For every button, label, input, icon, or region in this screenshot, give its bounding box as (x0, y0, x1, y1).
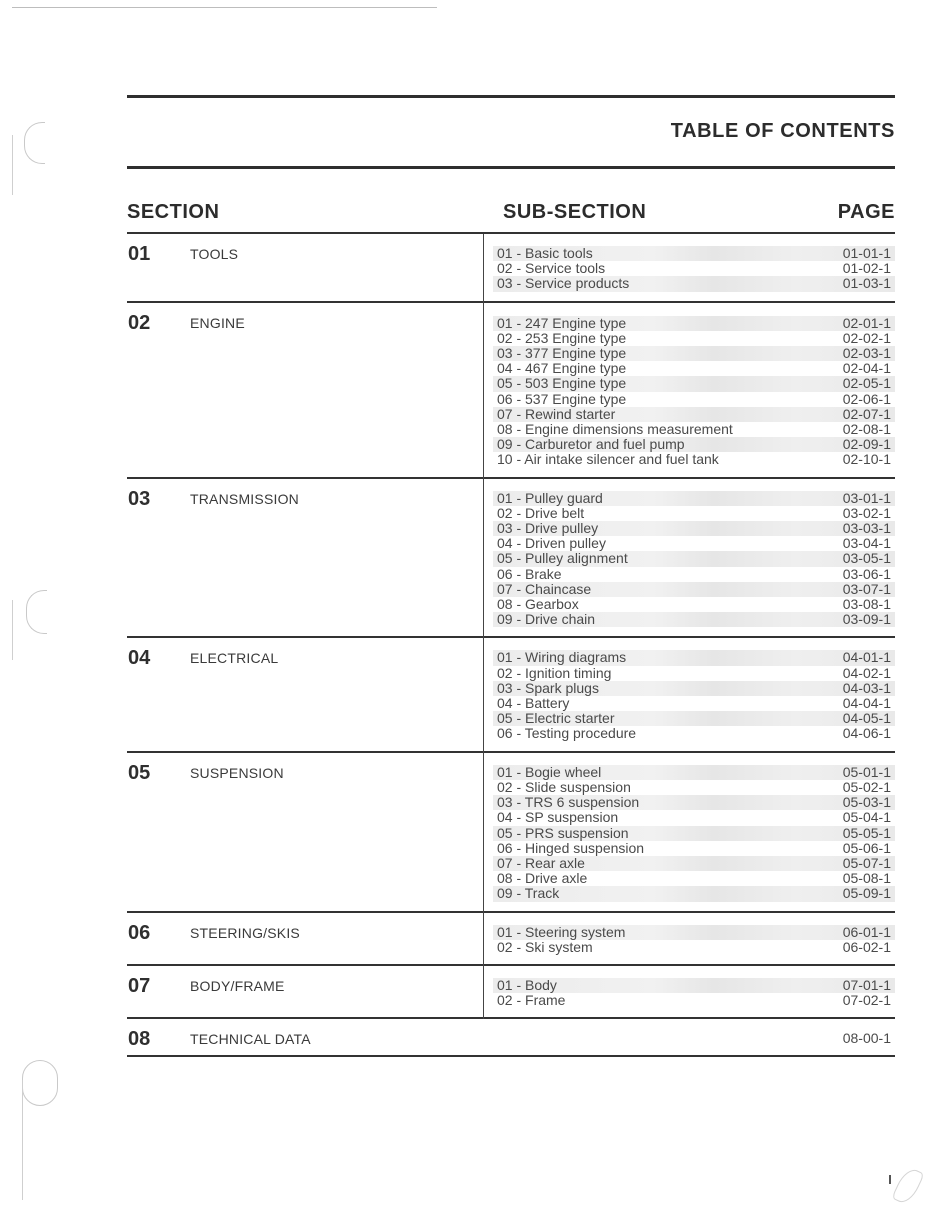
header-rule-top (127, 95, 895, 98)
column-divider (483, 234, 484, 303)
subsection-page: 07-01-1 (842, 976, 891, 993)
header-rule-bottom (127, 166, 895, 169)
subsection-list (497, 753, 895, 911)
binder-hole-mark-middle (26, 590, 47, 634)
section-name[interactable]: ELECTRICAL (190, 650, 279, 667)
section-number: 07 (128, 974, 151, 997)
subsection-page: 05-01-1 (842, 763, 891, 780)
section-number: 06 (128, 921, 151, 944)
subsection-item[interactable] (493, 331, 895, 346)
subsection-page: 06-02-1 (842, 938, 891, 955)
subsection-label: 04 - Battery (497, 695, 570, 712)
subsection-list (497, 303, 895, 477)
subsection-item[interactable] (493, 925, 895, 940)
subsection-page: 02-04-1 (842, 360, 891, 377)
subsection-label: 02 - Frame (497, 992, 566, 1009)
section-name[interactable]: BODY/FRAME (190, 977, 285, 994)
subsection-label: 04 - Driven pulley (497, 535, 606, 552)
subsection-item[interactable] (493, 726, 895, 741)
section-row-technical-data (127, 1019, 895, 1057)
subsection-page: 05-09-1 (842, 885, 891, 902)
subsection-item[interactable] (493, 422, 895, 437)
subsection-label: 09 - Track (497, 885, 560, 902)
subsection-item[interactable] (493, 491, 895, 506)
section-row-tools (127, 234, 895, 303)
subsection-page: 04-02-1 (842, 664, 891, 681)
section-name[interactable]: SUSPENSION (190, 764, 284, 781)
subsection-page: 04-03-1 (842, 679, 891, 696)
binder-hole-mark-bottom (22, 1060, 58, 1106)
subsection-page: 07-02-1 (842, 992, 891, 1009)
subsection-page: 02-06-1 (842, 390, 891, 407)
subsection-label: 08 - Engine dimensions measurement (497, 421, 733, 438)
section-row-transmission (127, 479, 895, 639)
subsection-item[interactable] (493, 795, 895, 810)
subsection-item[interactable] (493, 871, 895, 886)
section-name[interactable]: TRANSMISSION (190, 490, 299, 507)
subsection-label: 03 - Drive pulley (497, 520, 599, 537)
subsection-label: 01 - Wiring diagrams (497, 649, 627, 666)
section-number: 03 (128, 487, 151, 510)
section-row-engine (127, 303, 895, 479)
subsection-page: 01-01-1 (842, 245, 891, 261)
subsection-page: 01-03-1 (842, 275, 891, 292)
subsection-item[interactable] (493, 780, 895, 795)
subsection-item[interactable] (493, 506, 895, 521)
section-number: 08 (128, 1028, 151, 1051)
subsection-page: 02-10-1 (842, 451, 891, 468)
subsection-item[interactable] (493, 437, 895, 452)
subsection-label: 02 - Slide suspension (497, 778, 631, 795)
subsection-label: 05 - Pulley alignment (497, 550, 628, 567)
section-number: 04 (128, 647, 151, 670)
subsection-label: 10 - Air intake silencer and fuel tank (497, 451, 719, 468)
subsection-label: 07 - Chaincase (497, 580, 592, 597)
subsection-item[interactable] (493, 650, 895, 665)
subsection-page: 02-01-1 (842, 314, 891, 331)
subsection-page: 03-09-1 (842, 611, 891, 628)
binder-hole-mark-top (24, 122, 45, 164)
subsection-page: 02-09-1 (842, 436, 891, 453)
subsection-label: 05 - Electric starter (497, 710, 615, 727)
subsection-page: 06-01-1 (842, 923, 891, 940)
subsection-item[interactable] (493, 536, 895, 551)
subsection-label: 03 - Service products (497, 275, 630, 292)
subsection-label: 05 - 503 Engine type (497, 375, 627, 392)
column-divider (483, 913, 484, 966)
subsection-label: 02 - 253 Engine type (497, 329, 627, 346)
subsection-item[interactable] (493, 261, 895, 276)
subsection-page: 03-03-1 (842, 520, 891, 537)
section-row-suspension (127, 753, 895, 913)
column-divider (483, 303, 484, 479)
subsection-item[interactable] (493, 452, 895, 467)
subsection-list (497, 638, 895, 750)
subsection-item[interactable] (493, 978, 895, 993)
subsection-page: 02-02-1 (842, 329, 891, 346)
section-name[interactable]: TOOLS (190, 246, 239, 262)
subsection-item[interactable] (493, 856, 895, 871)
subsection-page: 03-04-1 (842, 535, 891, 552)
subsection-label: 03 - 377 Engine type (497, 345, 627, 362)
subsection-item[interactable] (493, 407, 895, 422)
subsection-label: 06 - Hinged suspension (497, 839, 645, 856)
subsection-item[interactable] (493, 346, 895, 361)
subsection-item[interactable] (493, 392, 895, 407)
subsection-page: 04-01-1 (842, 649, 891, 666)
page-marker (889, 1175, 891, 1184)
subsection-label: 08 - Drive axle (497, 870, 588, 887)
subsection-item[interactable] (493, 276, 895, 291)
section-row-steering-skis (127, 913, 895, 966)
subsection-label: 06 - Brake (497, 565, 562, 582)
subsection-item[interactable] (493, 681, 895, 696)
subsection-page: 05-04-1 (842, 809, 891, 826)
subsection-item[interactable] (493, 376, 895, 391)
subsection-page: 05-06-1 (842, 839, 891, 856)
subsection-label: 09 - Carburetor and fuel pump (497, 436, 685, 453)
section-page: 08-00-1 (842, 1030, 891, 1047)
binder-hole-stem-bottom (22, 1080, 23, 1200)
subsection-item[interactable] (493, 940, 895, 955)
subsection-label: 01 - 247 Engine type (497, 314, 627, 331)
column-header-section: SECTION (127, 201, 220, 223)
section-name[interactable]: STEERING/SKIS (190, 924, 300, 941)
column-header-subsection: SUB-SECTION (503, 201, 647, 223)
subsection-label: 06 - Testing procedure (497, 725, 637, 742)
subsection-page: 05-08-1 (842, 870, 891, 887)
subsection-page: 02-08-1 (842, 421, 891, 438)
subsection-label: 04 - 467 Engine type (497, 360, 627, 377)
subsection-page: 04-05-1 (842, 710, 891, 727)
subsection-page: 03-08-1 (842, 596, 891, 613)
subsection-item[interactable] (493, 711, 895, 726)
subsection-label: 01 - Bogie wheel (497, 763, 602, 780)
subsection-label: 03 - TRS 6 suspension (497, 794, 640, 811)
subsection-page: 02-07-1 (842, 405, 891, 422)
subsection-page: 05-02-1 (842, 778, 891, 795)
section-name[interactable]: ENGINE (190, 314, 245, 331)
section-name[interactable]: TECHNICAL DATA (190, 1031, 311, 1048)
binder-hole-stem-top (12, 135, 13, 195)
subsection-label: 06 - 537 Engine type (497, 390, 627, 407)
subsection-item[interactable] (493, 597, 895, 612)
subsection-page: 02-05-1 (842, 375, 891, 392)
subsection-label: 01 - Steering system (497, 923, 626, 940)
subsection-label: 05 - PRS suspension (497, 824, 629, 841)
contents-table (127, 232, 895, 1057)
subsection-item[interactable] (493, 316, 895, 331)
subsection-list (497, 966, 895, 1017)
subsection-page: 05-07-1 (842, 854, 891, 871)
subsection-item[interactable] (493, 765, 895, 780)
subsection-page: 03-01-1 (842, 489, 891, 506)
subsection-page: 04-04-1 (842, 695, 891, 712)
page-title: TABLE OF CONTENTS (670, 120, 895, 142)
subsection-label: 09 - Drive chain (497, 611, 596, 628)
subsection-label: 02 - Service tools (497, 260, 606, 277)
subsection-label: 07 - Rear axle (497, 854, 585, 871)
subsection-item[interactable] (493, 696, 895, 711)
subsection-label: 04 - SP suspension (497, 809, 619, 826)
subsection-item[interactable] (493, 361, 895, 376)
subsection-item[interactable] (493, 612, 895, 627)
subsection-list (497, 913, 895, 964)
subsection-page: 05-03-1 (842, 794, 891, 811)
subsection-item[interactable] (493, 810, 895, 825)
subsection-item[interactable] (493, 582, 895, 597)
subsection-page: 04-06-1 (842, 725, 891, 742)
subsection-label: 01 - Body (497, 976, 557, 993)
subsection-item[interactable] (493, 666, 895, 681)
corner-curl-mark (891, 1165, 924, 1206)
column-header-page: PAGE (837, 201, 895, 223)
subsection-list (497, 479, 895, 637)
section-number: 02 (128, 311, 151, 334)
subsection-item[interactable] (493, 567, 895, 582)
subsection-item[interactable] (493, 886, 895, 901)
subsection-item[interactable] (493, 246, 895, 261)
subsection-page: 05-05-1 (842, 824, 891, 841)
subsection-page: 03-06-1 (842, 565, 891, 582)
subsection-label: 07 - Rewind starter (497, 405, 616, 422)
column-divider (483, 966, 484, 1019)
section-number: 05 (128, 761, 151, 784)
scan-edge-line (12, 7, 437, 8)
column-divider (483, 479, 484, 639)
section-row-electrical (127, 638, 895, 752)
subsection-page: 03-05-1 (842, 550, 891, 567)
binder-hole-stem-middle (12, 600, 13, 660)
subsection-label: 02 - Ski system (497, 938, 593, 955)
subsection-label: 08 - Gearbox (497, 596, 579, 613)
subsection-label: 02 - Ignition timing (497, 664, 612, 681)
subsection-item[interactable] (493, 993, 895, 1008)
column-divider (483, 638, 484, 752)
subsection-item[interactable] (493, 521, 895, 536)
section-row-body-frame (127, 966, 895, 1019)
subsection-label: 01 - Basic tools (497, 245, 593, 261)
subsection-list (497, 234, 895, 301)
subsection-page: 03-07-1 (842, 580, 891, 597)
subsection-page: 03-02-1 (842, 504, 891, 521)
subsection-page: 02-03-1 (842, 345, 891, 362)
subsection-item[interactable] (493, 841, 895, 856)
subsection-label: 02 - Drive belt (497, 504, 585, 521)
subsection-label: 03 - Spark plugs (497, 679, 599, 696)
subsection-label: 01 - Pulley guard (497, 489, 603, 506)
section-number: 01 (128, 243, 151, 265)
column-divider (483, 753, 484, 913)
subsection-page: 01-02-1 (842, 260, 891, 277)
subsection-item[interactable] (493, 551, 895, 566)
subsection-item[interactable] (493, 826, 895, 841)
